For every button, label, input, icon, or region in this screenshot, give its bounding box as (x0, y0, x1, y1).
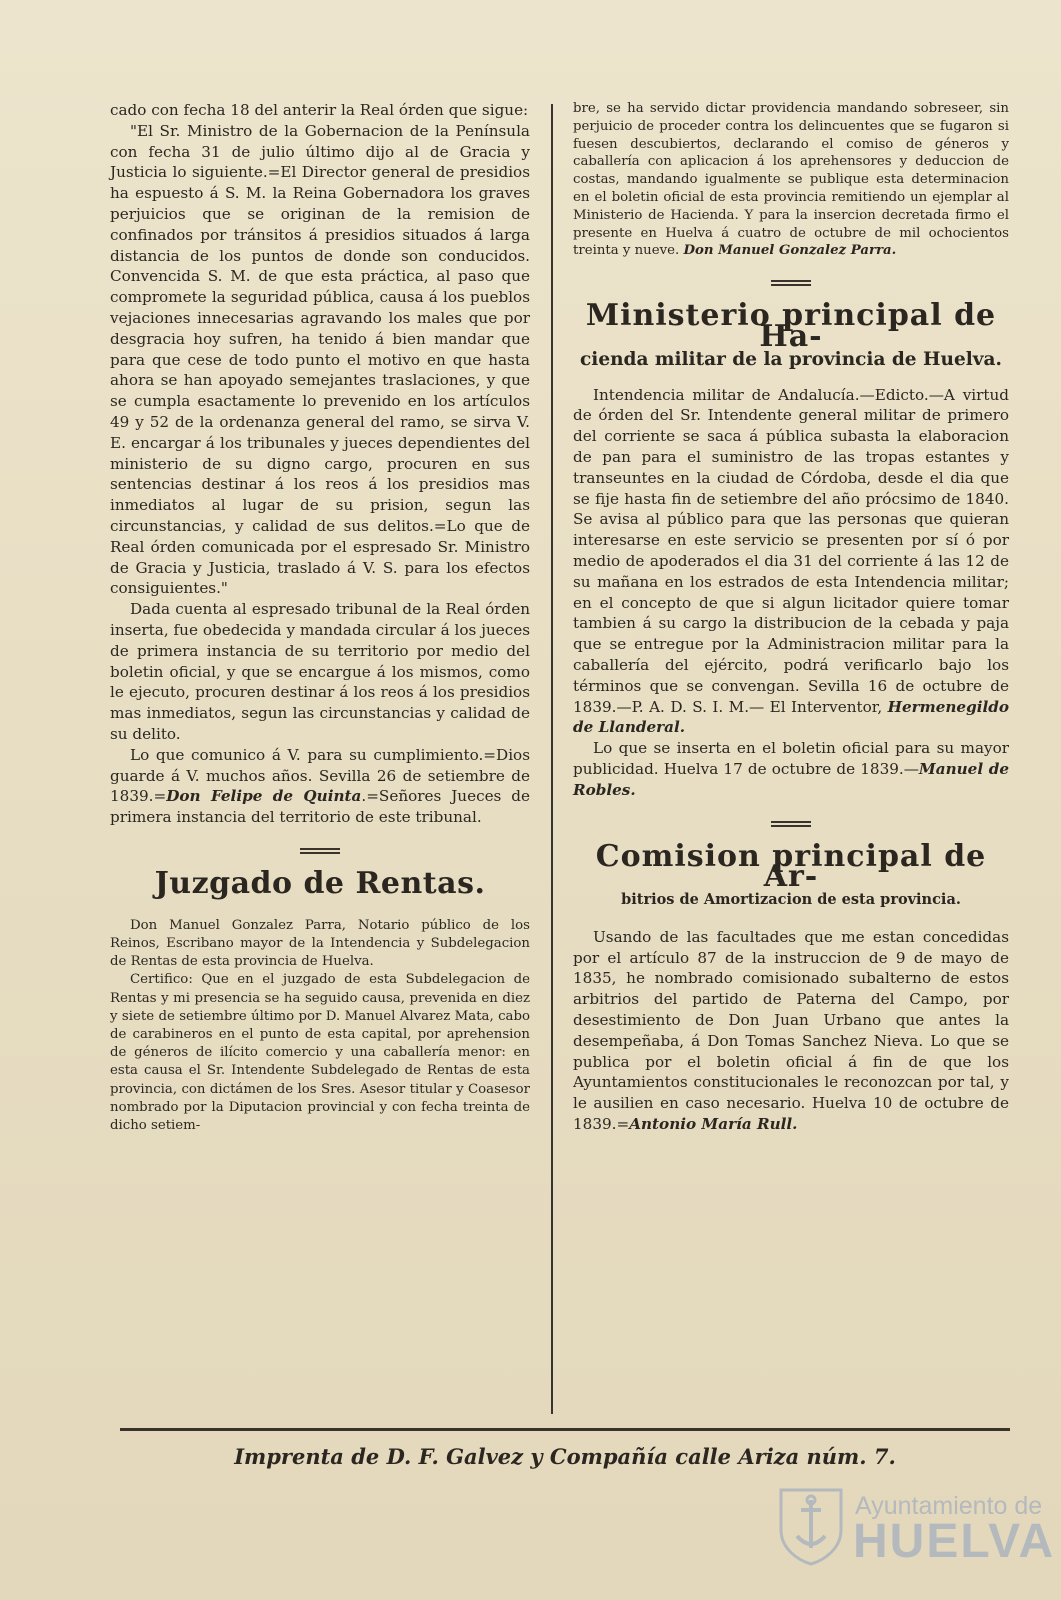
comision-paragraph-1-text: Usando de las facultades que me estan concedidas por el artículo 87 de la instruccion de 9 de mayo de 1835, he nombrado comisionado subalterno de estos arbitrios del partido de Paterna del Campo, por desestimiento de Don Juan Urbano que antes la desempeñaba, á Don Tomas Sanchez Nieva. Lo que se publica por el boletin oficial á fin de que los Ayuntamientos constitucionales le reconozcan por tal, y le ausilien en caso necesario. Huelva 10 de octubre de 1839.= (573, 927, 1009, 1134)
left-column (110, 100, 530, 1135)
comision-paragraph-1 (573, 927, 1009, 1135)
right-continuation-text: bre, se ha servido dictar providencia mandando sobreseer, sin perjuicio de proceder contra los delincuentes que se fugaron si fuesen descubiertos, declarando el comiso de géneros y caballería con aplicacion á los aprehensores y deduccion de costas, mandando igualmente se publique esta determinacion en el boletin oficial de esta provincia remitiendo un ejemplar al Ministerio de Hacienda. Y para la insercion decretada firmo el presente en Huelva á cuatro de octubre de mil ochocientos treinta y nueve. (573, 101, 1009, 259)
signature-manuel-de-robles: Manuel de Robles. (573, 759, 1009, 799)
watermark-line-1: Ayuntamiento de (855, 1492, 1043, 1520)
left-paragraph-4 (110, 745, 530, 828)
right-paragraph-continuation (573, 100, 1009, 260)
section-separator (300, 848, 340, 854)
juzgado-paragraph-2: Certifico: Que en el juzgado de esta Subdelegacion de Rentas y mi presencia se ha seguido causa, prevenida en diez y siete de setiembre último por D. Manuel Alvarez Mata, cabo de carabineros en el punto de esta capital, por aprehension de géneros de ilícito comercio y una caballería menor: en esta causa el Sr. Intendente Subdelegado de Rentas de esta provincia, con dictámen de los Sres. Asesor titular y Coasesor nombrado por la Diputacion provincial y con fecha treinta de dicho setiem- (110, 972, 530, 1133)
juzgado-paragraph-1: Don Manuel Gonzalez Parra, Notario público de los Reinos, Escribano mayor de la Intendencia y Subdelegacion de Rentas de esta provincia de Huelva. (110, 917, 530, 970)
left-paragraph-3: Dada cuenta al espresado tribunal de la Real órden inserta, fue obedecida y mandada circular á los jueces de primera instancia de su territorio por medio del boletin oficial, y que se encargue á los mismos, como le ejecuto, procuren destinar á los reos á los presidios mas inmediatos, segun las circunstancias y calidad de su delito. (110, 600, 530, 743)
left-paragraph-4-tail: .=Señores Jueces de primera instancia del territorio de este tribunal. (110, 787, 530, 827)
ministerio-paragraph-2-text: Lo que se inserta en el boletin oficial para su mayor publicidad. Huelva 17 de octubre de 1839.— (573, 739, 1009, 778)
heading-ministerio-principal: Ministerio principal de Ha- (585, 298, 997, 354)
subheading-hacienda-militar: cienda militar de la provincia de Huelva. (580, 348, 1002, 370)
ministerio-paragraph-2 (573, 738, 1009, 800)
ministerio-paragraph-1-text: Intendencia militar de Andalucía.—Edicto.—A virtud de órden del Sr. Intendente general militar de primero del corriente se saca á pública subasta la elaboracion de pan para el suministro de las tropas estantes y transeuntes en la ciudad de Córdoba, desde el dia que se fije hasta fin de setiembre del año prócsimo de 1840. Se avisa al público para que las personas que quieran interesarse en este servicio se presenten por sí ó por medio de apoderados el dia 31 del corriente á las 12 de su mañana en los estrados de esta Intendencia militar; en el concepto de que si algun licitador quiere tomar tambien á su cargo la distribucion de la cebada y paja que se entregue por la Administracion militar para la caballería del ejército, podrá verificarlo bajo los términos que se convengan. Sevilla 16 de octubre de 1839.—P. A. D. S. I. M.— El Interventor, (573, 385, 1009, 716)
printer-imprint: Imprenta de D. F. Galvez y Compañía calle Ariza núm. 7. (234, 1444, 896, 1469)
ayuntamiento-watermark-logo (775, 1486, 1056, 1568)
signature-antonio-maria-rull: Antonio María Rull. (629, 1115, 798, 1134)
heading-juzgado-de-rentas: Juzgado de Rentas. (154, 865, 486, 901)
signature-manuel-gonzalez-parra: Don Manuel Gonzalez Parra. (683, 243, 897, 259)
watermark-line-2: HUELVA (853, 1515, 1056, 1568)
heading-comision-principal: Comision principal de Ar- (595, 838, 987, 895)
subheading-arbitrios-amortizacion: bitrios de Amortizacion de esta provincia. (621, 891, 961, 909)
column-divider (551, 104, 553, 1414)
right-column (573, 100, 1009, 1135)
signature-hermenegildo-de-llanderal: Hermenegildo de Llanderal. (573, 697, 1009, 737)
left-paragraph-4-text: Lo que comunico á V. para su cumplimiento.=Dios guarde á V. muchos años. Sevilla 26 de setiembre de 1839.= (110, 745, 530, 806)
section-separator (771, 280, 811, 286)
left-paragraph-royal-order: "El Sr. Ministro de la Gobernacion de la Península con fecha 31 de julio último dijo al de Gracia y Justicia lo siguiente.=El Director general de presidios ha espuesto á S. M. la Reina Gobernadora los graves perjuicios que se originan de la remision de confinados por tránsitos á presidios situados á larga distancia de los puntos de donde son conducidos. Convencida S. M. de que esta práctica, al paso que compromete la seguridad pública, causa á los pueblos vejaciones innecesarias agravando los males que por desgracia hoy sufren, ha tenido á bien mandar que para que cese de todo punto el motivo en que hasta ahora se han apoyado semejantes traslaciones, y que se cumpla esactamente lo prevenido en los artículos 49 y 52 de la ordenanza general del ramo, se sirva V. E. encargar á los tribunales y jueces dependientes del ministerio de su digno cargo, procuren en sus sentencias destinar á los reos á los presidios mas inmediatos al lugar de su prision, segun las circunstancias, y calidad de sus delitos.=Lo que de Real órden comunicada por el espresado Sr. Ministro de Gracia y Justicia, traslado á V. S. para los efectos consiguientes." (110, 121, 530, 598)
huelva-coat-of-arms-icon (775, 1486, 847, 1566)
left-paragraph-1: cado con fecha 18 del anterir la Real órden que sigue: (110, 101, 529, 119)
footer-rule (120, 1428, 1010, 1431)
ministerio-paragraph-1 (573, 385, 1009, 739)
section-separator (771, 821, 811, 827)
signature-felipe-de-quinta: Don Felipe de Quinta (166, 787, 362, 806)
